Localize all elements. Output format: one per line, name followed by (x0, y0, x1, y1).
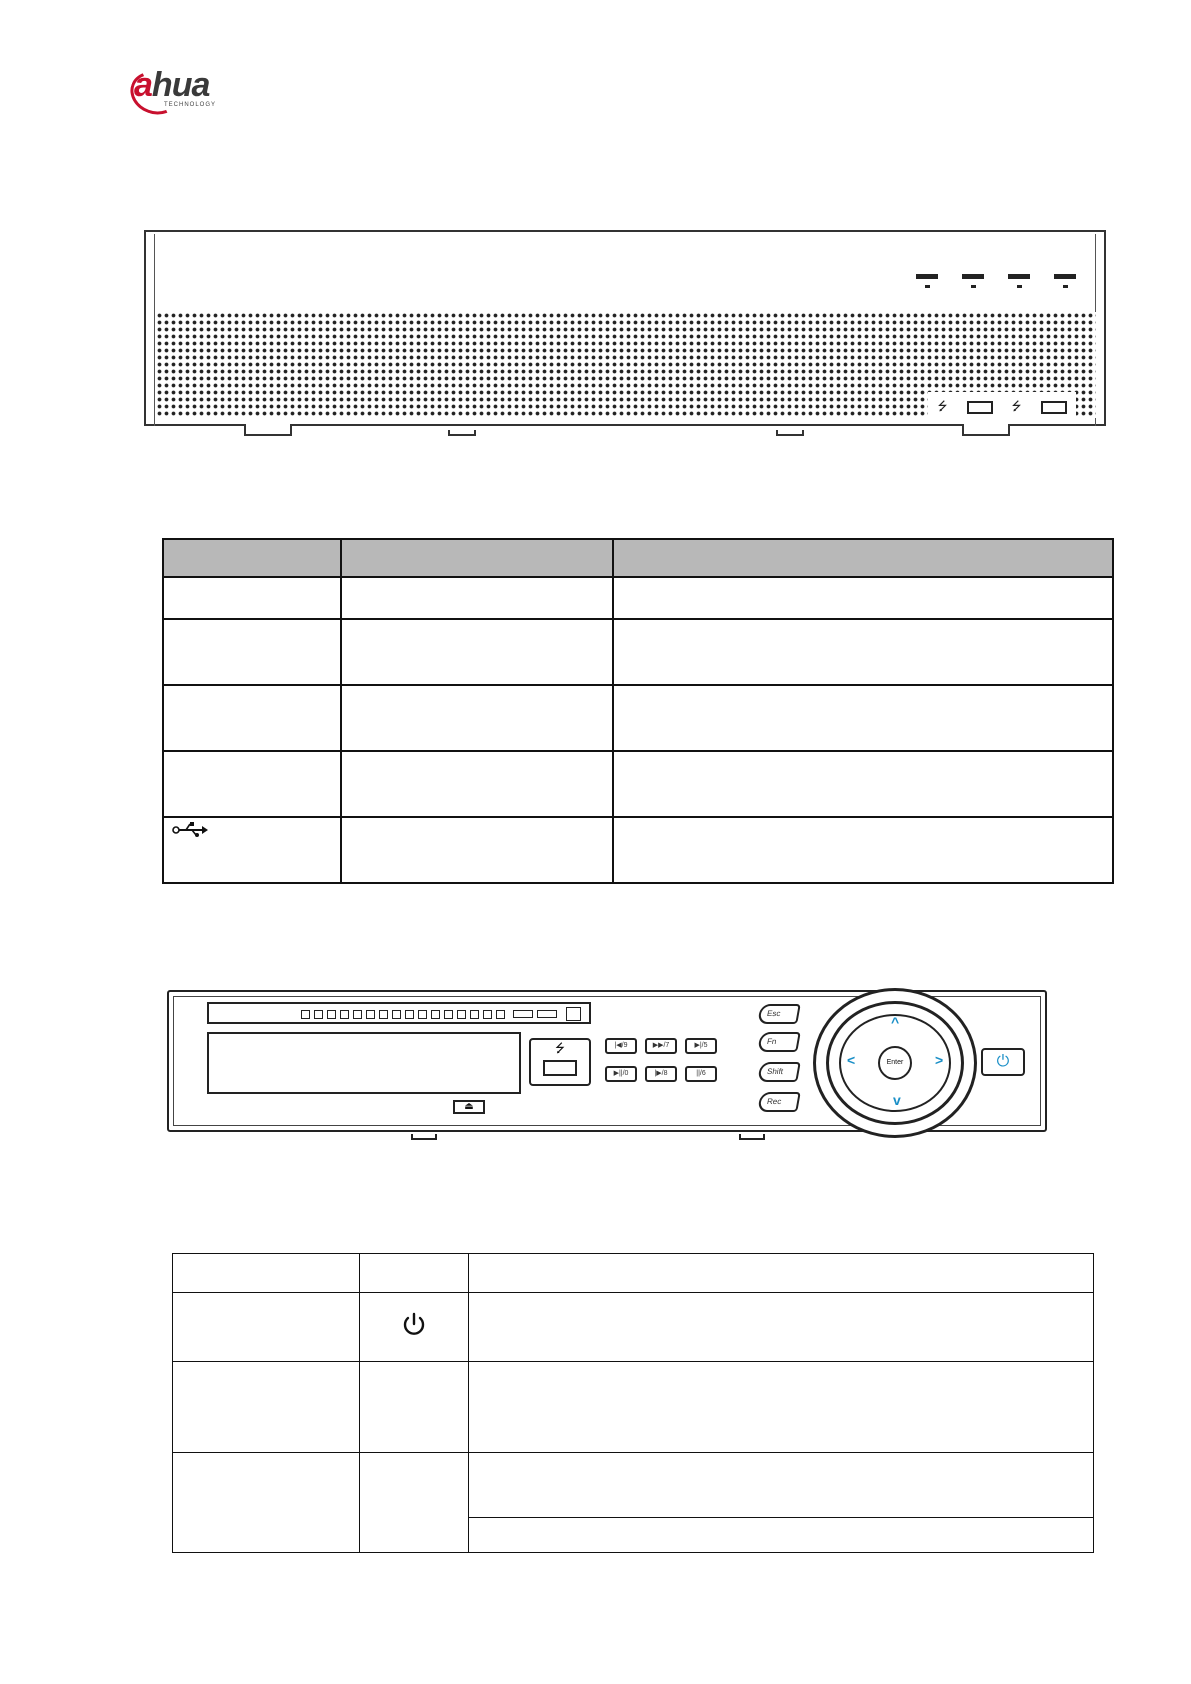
play-button[interactable]: |◀/9 (605, 1038, 637, 1054)
fn-button[interactable]: Fn (757, 1032, 801, 1052)
front-usb-port (529, 1038, 591, 1086)
table-cell (341, 817, 613, 883)
power-icon[interactable]: ⏻ (981, 1048, 1025, 1076)
rear-panel-table (162, 538, 1114, 884)
hdd-led (366, 1010, 375, 1019)
hdd-led (470, 1010, 479, 1019)
down-arrow-icon[interactable]: v (893, 1092, 901, 1108)
table-cell (360, 1453, 469, 1553)
table-header-cell (341, 539, 613, 577)
led-dot (925, 285, 930, 288)
right-arrow-icon[interactable]: > (935, 1052, 944, 1068)
table-row (163, 817, 1113, 883)
hdd-led (327, 1010, 336, 1019)
hdd-led (392, 1010, 401, 1019)
device-foot (448, 430, 476, 436)
play-button[interactable]: ▶|/5 (685, 1038, 717, 1054)
table-cell (613, 817, 1113, 883)
table-header-cell (360, 1254, 469, 1293)
device-foot (411, 1134, 437, 1140)
table-row (163, 577, 1113, 619)
led-status (916, 274, 938, 288)
hdd-led (444, 1010, 453, 1019)
play-button[interactable]: ||/6 (685, 1066, 717, 1082)
direction-pad (839, 1014, 951, 1112)
status-led (513, 1010, 533, 1018)
led-dot (971, 285, 976, 288)
usb-port-bar (928, 392, 1076, 422)
left-arrow-icon[interactable]: < (847, 1052, 856, 1068)
power-icon (400, 1311, 428, 1339)
table-cell (341, 577, 613, 619)
usb-port (967, 401, 993, 414)
hdd-led (301, 1010, 310, 1019)
hdd-led (314, 1010, 323, 1019)
table-cell (341, 619, 613, 685)
device-foot (739, 1134, 765, 1140)
shift-button[interactable]: Shift (757, 1062, 801, 1082)
table-header-row (173, 1254, 1094, 1293)
device-front-view-top (144, 230, 1108, 430)
dahua-logo (134, 66, 264, 112)
table-cell (173, 1362, 360, 1453)
table-cell (469, 1362, 1094, 1453)
table-cell (469, 1453, 1094, 1518)
hdd-led (340, 1010, 349, 1019)
table-cell-power (360, 1293, 469, 1362)
hdd-led (457, 1010, 466, 1019)
table-header-cell (613, 539, 1113, 577)
table-row (163, 685, 1113, 751)
table-cell (163, 577, 341, 619)
hdd-led (431, 1010, 440, 1019)
led-dot (1063, 285, 1068, 288)
led-label (916, 274, 938, 279)
table-cell (163, 619, 341, 685)
table-row (173, 1453, 1094, 1518)
table-cell (173, 1293, 360, 1362)
hdd-led (353, 1010, 362, 1019)
usb-icon: ⭍ (555, 1041, 565, 1055)
front-panel-table (172, 1253, 1094, 1553)
up-arrow-icon[interactable]: ^ (891, 1014, 900, 1030)
device-front-panel (167, 990, 1050, 1136)
table-cell (469, 1293, 1094, 1362)
ir-receiver (566, 1007, 581, 1021)
device-foot (776, 430, 804, 436)
hdd-led (379, 1010, 388, 1019)
logo-wordmark: ahua (134, 66, 210, 104)
hdd-led-strip (207, 1002, 591, 1024)
table-header-cell (469, 1254, 1094, 1293)
device-foot (244, 424, 292, 436)
table-cell (341, 685, 613, 751)
endcap-left (150, 234, 155, 426)
usb-icon: ⭍ (937, 398, 948, 413)
led-label (1008, 274, 1030, 279)
hdd-led (496, 1010, 505, 1019)
usb-port (1041, 401, 1067, 414)
status-leds (916, 274, 1076, 288)
esc-button[interactable]: Esc (757, 1004, 801, 1024)
eject-icon[interactable]: ⏏ (453, 1100, 485, 1114)
table-cell (469, 1518, 1094, 1553)
table-header-row (163, 539, 1113, 577)
table-cell-usb (163, 817, 341, 883)
jog-shuttle-ring[interactable] (826, 1001, 964, 1125)
led-hdd (962, 274, 984, 288)
table-header-cell (173, 1254, 360, 1293)
table-cell (613, 685, 1113, 751)
table-row (173, 1293, 1094, 1362)
table-row (173, 1362, 1094, 1453)
play-button[interactable]: ▶||/0 (605, 1066, 637, 1082)
table-row (163, 751, 1113, 817)
play-button[interactable]: ▶▶/7 (645, 1038, 677, 1054)
hdd-led (418, 1010, 427, 1019)
led-net (1008, 274, 1030, 288)
led-dot (1017, 285, 1022, 288)
front-display-panel (207, 1032, 521, 1094)
led-label (962, 274, 984, 279)
hdd-led (483, 1010, 492, 1019)
led-label (1054, 274, 1076, 279)
device-chassis (144, 230, 1106, 426)
usb-icon (172, 822, 208, 838)
enter-button[interactable]: Enter (878, 1046, 912, 1080)
rec-button[interactable]: Rec (757, 1092, 801, 1112)
navigation-dial (813, 988, 977, 1138)
usb-icon: ⭍ (1011, 398, 1022, 413)
status-led (537, 1010, 557, 1018)
table-row (163, 619, 1113, 685)
logo-tagline: TECHNOLOGY (164, 102, 217, 108)
table-cell (163, 751, 341, 817)
table-cell (341, 751, 613, 817)
table-cell (613, 619, 1113, 685)
device-foot (962, 424, 1010, 436)
table-cell (173, 1453, 360, 1553)
table-cell (163, 685, 341, 751)
led-power (1054, 274, 1076, 288)
front-panel-body (167, 990, 1047, 1132)
table-cell (613, 577, 1113, 619)
table-cell (613, 751, 1113, 817)
hdd-led (405, 1010, 414, 1019)
table-header-cell (163, 539, 341, 577)
usb-slot (543, 1060, 577, 1076)
table-cell (360, 1362, 469, 1453)
play-button[interactable]: |▶/8 (645, 1066, 677, 1082)
